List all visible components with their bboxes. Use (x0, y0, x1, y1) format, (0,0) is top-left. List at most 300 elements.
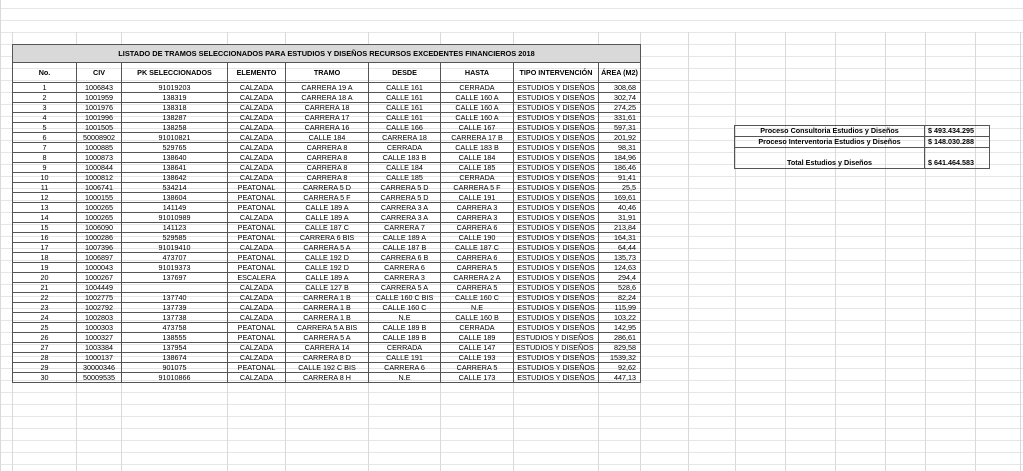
cell-no[interactable]: 7 (13, 143, 77, 153)
table-row (13, 303, 641, 313)
cell-tramo[interactable]: CALLE 189 A (286, 213, 369, 223)
header-elemento[interactable]: ELEMENTO (228, 63, 286, 83)
cell-no[interactable]: 20 (13, 273, 77, 283)
cell-hasta[interactable]: CALLE 189 (441, 333, 514, 343)
cell-pk[interactable]: 529585 (122, 233, 228, 243)
cell-area[interactable]: 1539,32 (599, 353, 641, 363)
total-label[interactable]: Total Estudios y Diseños (735, 158, 925, 169)
cell-pk[interactable]: 529765 (122, 143, 228, 153)
cell-tipo[interactable]: ESTUDIOS Y DISEÑOS (514, 323, 599, 333)
cell-area[interactable]: 169,61 (599, 193, 641, 203)
cell-hasta[interactable]: CARRERA 3 (441, 213, 514, 223)
cell-hasta[interactable]: CALLE 193 (441, 353, 514, 363)
cell-area[interactable]: 164,31 (599, 233, 641, 243)
cell-tramo[interactable]: CARRERA 5 A BIS (286, 323, 369, 333)
header-pk[interactable]: PK SELECCIONADOS (122, 63, 228, 83)
cell-no[interactable]: 12 (13, 193, 77, 203)
cell-elemento[interactable]: CALZADA (228, 133, 286, 143)
cell-elemento[interactable]: CALZADA (228, 143, 286, 153)
cell-desde[interactable]: CALLE 187 B (369, 243, 441, 253)
table-row (13, 313, 641, 323)
table-row (13, 243, 641, 253)
cell-area[interactable]: 331,61 (599, 113, 641, 123)
cell-no[interactable]: 21 (13, 283, 77, 293)
cell-pk[interactable]: 534214 (122, 183, 228, 193)
cell-elemento[interactable]: CALZADA (228, 83, 286, 93)
cell-civ[interactable]: 1000265 (77, 203, 122, 213)
cell-civ[interactable]: 1000873 (77, 153, 122, 163)
cell-desde[interactable]: N.E (369, 373, 441, 383)
cell-no[interactable]: 25 (13, 323, 77, 333)
cell-pk[interactable]: 138604 (122, 193, 228, 203)
cell-no[interactable]: 22 (13, 293, 77, 303)
cell-elemento[interactable]: CALZADA (228, 153, 286, 163)
cell-no[interactable]: 23 (13, 303, 77, 313)
interventoria-value[interactable]: $ 148.030.288 (925, 137, 990, 148)
cell-hasta[interactable]: CALLE 191 (441, 193, 514, 203)
cell-area[interactable]: 597,31 (599, 123, 641, 133)
cell-civ[interactable]: 1006741 (77, 183, 122, 193)
cell-area[interactable]: 82,24 (599, 293, 641, 303)
cell-pk[interactable]: 137697 (122, 273, 228, 283)
cell-area[interactable]: 92,62 (599, 363, 641, 373)
cell-desde[interactable]: CALLE 161 (369, 93, 441, 103)
cell-elemento[interactable]: CALZADA (228, 343, 286, 353)
cell-tramo[interactable]: CARRERA 14 (286, 343, 369, 353)
cell-area[interactable]: 25,5 (599, 183, 641, 193)
table-row (13, 363, 641, 373)
empty-cell[interactable] (925, 148, 990, 159)
cell-civ[interactable]: 1000885 (77, 143, 122, 153)
cell-civ[interactable]: 1000844 (77, 163, 122, 173)
cell-tramo[interactable]: CALLE 127 B (286, 283, 369, 293)
cell-tramo[interactable]: CARRERA 8 (286, 173, 369, 183)
cell-desde[interactable]: CALLE 166 (369, 123, 441, 133)
cell-civ[interactable]: 50008902 (77, 133, 122, 143)
cell-area[interactable]: 103,22 (599, 313, 641, 323)
cell-hasta[interactable]: CERRADA (441, 83, 514, 93)
cell-desde[interactable]: CALLE 160 C BIS (369, 293, 441, 303)
cell-tipo[interactable]: ESTUDIOS Y DISEÑOS (514, 223, 599, 233)
total-value[interactable]: $ 641.464.583 (925, 158, 990, 169)
cell-area[interactable]: 447,13 (599, 373, 641, 383)
cell-area[interactable]: 98,31 (599, 143, 641, 153)
cell-pk[interactable]: 91019203 (122, 83, 228, 93)
cell-no[interactable]: 13 (13, 203, 77, 213)
cell-no[interactable]: 6 (13, 133, 77, 143)
cell-civ[interactable]: 1000303 (77, 323, 122, 333)
cell-no[interactable]: 5 (13, 123, 77, 133)
cell-no[interactable]: 3 (13, 103, 77, 113)
consultoria-label[interactable]: Proceso Consultoria Estudios y Diseños (735, 126, 925, 137)
header-no[interactable]: No. (13, 63, 77, 83)
cell-civ[interactable]: 1001959 (77, 93, 122, 103)
cell-hasta[interactable]: CALLE 184 (441, 153, 514, 163)
cell-elemento[interactable]: CALZADA (228, 373, 286, 383)
cell-hasta[interactable]: CALLE 160 A (441, 113, 514, 123)
cell-desde[interactable]: CALLE 185 (369, 173, 441, 183)
cell-tipo[interactable]: ESTUDIOS Y DISEÑOS (514, 93, 599, 103)
cell-hasta[interactable]: CARRERA 6 (441, 223, 514, 233)
cell-tipo[interactable]: ESTUDIOS Y DISEÑOS (514, 173, 599, 183)
summary-row-interventoria (735, 137, 990, 148)
cell-no[interactable]: 18 (13, 253, 77, 263)
cell-tipo[interactable]: ESTUDIOS Y DISEÑOS (514, 343, 599, 353)
cell-elemento[interactable]: CALZADA (228, 353, 286, 363)
cell-elemento[interactable]: PEATONAL (228, 363, 286, 373)
cell-hasta[interactable]: CALLE 160 A (441, 103, 514, 113)
cell-pk[interactable]: 91010821 (122, 133, 228, 143)
cell-hasta[interactable]: CALLE 190 (441, 233, 514, 243)
cell-desde[interactable]: CERRADA (369, 343, 441, 353)
header-civ[interactable]: CIV (77, 63, 122, 83)
cell-area[interactable]: 91,41 (599, 173, 641, 183)
cell-elemento[interactable]: CALZADA (228, 293, 286, 303)
cell-desde[interactable]: CALLE 161 (369, 113, 441, 123)
cell-pk[interactable]: 137954 (122, 343, 228, 353)
cell-tipo[interactable]: ESTUDIOS Y DISEÑOS (514, 263, 599, 273)
cell-desde[interactable]: CARRERA 5 D (369, 183, 441, 193)
cell-civ[interactable]: 1000265 (77, 213, 122, 223)
cell-area[interactable]: 142,95 (599, 323, 641, 333)
cell-tramo[interactable]: CARRERA 1 B (286, 303, 369, 313)
cell-tramo[interactable]: CARRERA 5 F (286, 193, 369, 203)
cell-pk[interactable]: 138640 (122, 153, 228, 163)
interventoria-label[interactable]: Proceso Interventoria Estudios y Diseños (735, 137, 925, 148)
cell-desde[interactable]: CARRERA 6 (369, 263, 441, 273)
cell-pk[interactable]: 138641 (122, 163, 228, 173)
cell-no[interactable]: 19 (13, 263, 77, 273)
cell-tramo[interactable]: CARRERA 18 (286, 103, 369, 113)
header-tipo[interactable]: TIPO INTERVENCIÓN (514, 63, 599, 83)
cell-desde[interactable]: CARRERA 18 (369, 133, 441, 143)
table-row (13, 273, 641, 283)
cell-hasta[interactable]: CERRADA (441, 173, 514, 183)
cell-tipo[interactable]: ESTUDIOS Y DISEÑOS (514, 373, 599, 383)
cell-pk[interactable]: 91019410 (122, 243, 228, 253)
table-row (13, 143, 641, 153)
cell-civ[interactable]: 1000286 (77, 233, 122, 243)
cell-tipo[interactable]: ESTUDIOS Y DISEÑOS (514, 363, 599, 373)
cell-tramo[interactable]: CARRERA 6 BIS (286, 233, 369, 243)
cell-tipo[interactable]: ESTUDIOS Y DISEÑOS (514, 293, 599, 303)
cell-hasta[interactable]: CALLE 187 C (441, 243, 514, 253)
cell-hasta[interactable]: N.E (441, 303, 514, 313)
table-header-row (13, 63, 641, 83)
cell-tipo[interactable]: ESTUDIOS Y DISEÑOS (514, 143, 599, 153)
cell-no[interactable]: 27 (13, 343, 77, 353)
cell-desde[interactable]: CARRERA 3 A (369, 203, 441, 213)
cell-elemento[interactable]: PEATONAL (228, 263, 286, 273)
cell-no[interactable]: 17 (13, 243, 77, 253)
cell-tramo[interactable]: CARRERA 16 (286, 123, 369, 133)
cell-area[interactable]: 302,74 (599, 93, 641, 103)
cell-elemento[interactable]: PEATONAL (228, 183, 286, 193)
cell-elemento[interactable]: CALZADA (228, 213, 286, 223)
cell-tramo[interactable]: CALLE 192 C BIS (286, 363, 369, 373)
cell-civ[interactable]: 1000137 (77, 353, 122, 363)
cell-pk[interactable]: 138318 (122, 103, 228, 113)
cell-civ[interactable]: 1002775 (77, 293, 122, 303)
cell-tramo[interactable]: CARRERA 8 (286, 163, 369, 173)
cell-area[interactable]: 528,6 (599, 283, 641, 293)
cell-no[interactable]: 30 (13, 373, 77, 383)
cell-pk[interactable]: 138642 (122, 173, 228, 183)
cell-tipo[interactable]: ESTUDIOS Y DISEÑOS (514, 273, 599, 283)
cell-desde[interactable]: N.E (369, 313, 441, 323)
cell-tipo[interactable]: ESTUDIOS Y DISEÑOS (514, 253, 599, 263)
cell-elemento[interactable]: ESCALERA (228, 273, 286, 283)
cell-area[interactable]: 31,91 (599, 213, 641, 223)
cell-no[interactable]: 26 (13, 333, 77, 343)
cell-no[interactable]: 4 (13, 113, 77, 123)
cell-no[interactable]: 11 (13, 183, 77, 193)
cell-no[interactable]: 29 (13, 363, 77, 373)
cell-desde[interactable]: CALLE 189 B (369, 333, 441, 343)
cell-desde[interactable]: CARRERA 6 B (369, 253, 441, 263)
cell-desde[interactable]: CALLE 189 A (369, 233, 441, 243)
grid-line (735, 32, 736, 471)
cell-civ[interactable]: 1002803 (77, 313, 122, 323)
cell-desde[interactable]: CALLE 191 (369, 353, 441, 363)
cell-no[interactable]: 28 (13, 353, 77, 363)
cell-tramo[interactable]: CARRERA 8 (286, 153, 369, 163)
cell-elemento[interactable]: CALZADA (228, 123, 286, 133)
cell-pk[interactable]: 137738 (122, 313, 228, 323)
cell-hasta[interactable]: CARRERA 6 (441, 253, 514, 263)
cell-hasta[interactable]: CARRERA 5 (441, 283, 514, 293)
cell-tramo[interactable]: CARRERA 1 B (286, 293, 369, 303)
cell-elemento[interactable]: PEATONAL (228, 233, 286, 243)
cell-civ[interactable]: 1002792 (77, 303, 122, 313)
cell-no[interactable]: 8 (13, 153, 77, 163)
cell-pk[interactable]: 141149 (122, 203, 228, 213)
cell-area[interactable]: 64,44 (599, 243, 641, 253)
cell-tramo[interactable]: CARRERA 18 A (286, 93, 369, 103)
cell-tipo[interactable]: ESTUDIOS Y DISEÑOS (514, 243, 599, 253)
header-hasta[interactable]: HASTA (441, 63, 514, 83)
cell-civ[interactable]: 1004449 (77, 283, 122, 293)
cell-desde[interactable]: CARRERA 3 (369, 273, 441, 283)
cell-pk[interactable]: 473758 (122, 323, 228, 333)
cell-area[interactable]: 286,61 (599, 333, 641, 343)
cell-pk[interactable]: 138674 (122, 353, 228, 363)
cell-area[interactable]: 135,73 (599, 253, 641, 263)
cell-hasta[interactable]: CARRERA 5 (441, 363, 514, 373)
cell-hasta[interactable]: CARRERA 3 (441, 203, 514, 213)
cell-area[interactable]: 213,84 (599, 223, 641, 233)
cell-desde[interactable]: CERRADA (369, 143, 441, 153)
cell-no[interactable]: 1 (13, 83, 77, 93)
cell-no[interactable]: 14 (13, 213, 77, 223)
cell-elemento[interactable]: PEATONAL (228, 193, 286, 203)
cell-desde[interactable]: CARRERA 6 (369, 363, 441, 373)
cell-tramo[interactable]: CARRERA 5 D (286, 183, 369, 193)
cell-desde[interactable]: CARRERA 5 A (369, 283, 441, 293)
cell-desde[interactable]: CALLE 161 (369, 103, 441, 113)
cell-tipo[interactable]: ESTUDIOS Y DISEÑOS (514, 333, 599, 343)
cell-civ[interactable]: 50009535 (77, 373, 122, 383)
cell-civ[interactable]: 1001976 (77, 103, 122, 113)
cell-civ[interactable]: 1001996 (77, 113, 122, 123)
cell-tramo[interactable]: CARRERA 5 A (286, 333, 369, 343)
cell-desde[interactable]: CARRERA 3 A (369, 213, 441, 223)
cell-hasta[interactable]: CALLE 183 B (441, 143, 514, 153)
cell-tipo[interactable]: ESTUDIOS Y DISEÑOS (514, 313, 599, 323)
cell-elemento[interactable]: PEATONAL (228, 333, 286, 343)
cell-tipo[interactable]: ESTUDIOS Y DISEÑOS (514, 303, 599, 313)
table-row (13, 323, 641, 333)
cell-civ[interactable]: 1007396 (77, 243, 122, 253)
cell-elemento[interactable]: CALZADA (228, 113, 286, 123)
cell-pk[interactable]: 138555 (122, 333, 228, 343)
cell-civ[interactable]: 1003384 (77, 343, 122, 353)
cell-tramo[interactable]: CARRERA 8 (286, 143, 369, 153)
cell-hasta[interactable]: CARRERA 17 B (441, 133, 514, 143)
cell-desde[interactable]: CARRERA 5 D (369, 193, 441, 203)
cell-civ[interactable]: 1000812 (77, 173, 122, 183)
cell-pk[interactable]: 473707 (122, 253, 228, 263)
cell-civ[interactable]: 1000043 (77, 263, 122, 273)
empty-cell[interactable] (735, 148, 925, 159)
cell-elemento[interactable]: CALZADA (228, 243, 286, 253)
cell-tipo[interactable]: ESTUDIOS Y DISEÑOS (514, 353, 599, 363)
cell-tipo[interactable]: ESTUDIOS Y DISEÑOS (514, 103, 599, 113)
cell-pk[interactable] (122, 283, 228, 293)
cell-tramo[interactable]: CALLE 189 A (286, 273, 369, 283)
cell-pk[interactable]: 91010989 (122, 213, 228, 223)
cell-tipo[interactable]: ESTUDIOS Y DISEÑOS (514, 113, 599, 123)
header-tramo[interactable]: TRAMO (286, 63, 369, 83)
cell-no[interactable]: 2 (13, 93, 77, 103)
cell-tramo[interactable]: CALLE 192 D (286, 253, 369, 263)
cell-area[interactable]: 186,46 (599, 163, 641, 173)
table-row (13, 293, 641, 303)
cell-no[interactable]: 9 (13, 163, 77, 173)
cell-no[interactable]: 15 (13, 223, 77, 233)
cell-tramo[interactable]: CALLE 192 D (286, 263, 369, 273)
cell-area[interactable]: 184,96 (599, 153, 641, 163)
header-area[interactable]: ÁREA (M2) (599, 63, 641, 83)
cell-tipo[interactable]: ESTUDIOS Y DISEÑOS (514, 283, 599, 293)
cell-elemento[interactable]: PEATONAL (228, 253, 286, 263)
cell-pk[interactable]: 901075 (122, 363, 228, 373)
cell-desde[interactable]: CALLE 161 (369, 83, 441, 93)
cell-elemento[interactable]: CALZADA (228, 283, 286, 293)
header-desde[interactable]: DESDE (369, 63, 441, 83)
cell-pk[interactable]: 138287 (122, 113, 228, 123)
cell-desde[interactable]: CALLE 184 (369, 163, 441, 173)
cell-no[interactable]: 24 (13, 313, 77, 323)
cell-tipo[interactable]: ESTUDIOS Y DISEÑOS (514, 183, 599, 193)
cell-tipo[interactable]: ESTUDIOS Y DISEÑOS (514, 163, 599, 173)
cell-tipo[interactable]: ESTUDIOS Y DISEÑOS (514, 203, 599, 213)
cell-pk[interactable]: 138319 (122, 93, 228, 103)
cell-elemento[interactable]: CALZADA (228, 303, 286, 313)
cell-area[interactable]: 308,68 (599, 83, 641, 93)
cell-pk[interactable]: 137739 (122, 303, 228, 313)
cell-tipo[interactable]: ESTUDIOS Y DISEÑOS (514, 123, 599, 133)
cell-civ[interactable]: 1001505 (77, 123, 122, 133)
cell-hasta[interactable]: CALLE 160 C (441, 293, 514, 303)
cell-elemento[interactable]: CALZADA (228, 103, 286, 113)
cell-tipo[interactable]: ESTUDIOS Y DISEÑOS (514, 193, 599, 203)
cell-tramo[interactable]: CALLE 187 C (286, 223, 369, 233)
cell-hasta[interactable]: CARRERA 5 (441, 263, 514, 273)
cell-tipo[interactable]: ESTUDIOS Y DISEÑOS (514, 83, 599, 93)
cell-elemento[interactable]: CALZADA (228, 173, 286, 183)
cell-desde[interactable]: CALLE 160 C (369, 303, 441, 313)
cell-hasta[interactable]: CERRADA (441, 323, 514, 333)
cell-elemento[interactable]: PEATONAL (228, 223, 286, 233)
table-row (13, 223, 641, 233)
cell-pk[interactable]: 137740 (122, 293, 228, 303)
cell-tramo[interactable]: CALLE 189 A (286, 203, 369, 213)
cell-desde[interactable]: CALLE 183 B (369, 153, 441, 163)
cell-civ[interactable]: 1000155 (77, 193, 122, 203)
cell-tipo[interactable]: ESTUDIOS Y DISEÑOS (514, 213, 599, 223)
cell-elemento[interactable]: CALZADA (228, 163, 286, 173)
cell-hasta[interactable]: CALLE 185 (441, 163, 514, 173)
cell-civ[interactable]: 1000267 (77, 273, 122, 283)
cell-hasta[interactable]: CARRERA 2 A (441, 273, 514, 283)
cell-elemento[interactable]: CALZADA (228, 93, 286, 103)
cell-desde[interactable]: CALLE 189 B (369, 323, 441, 333)
cell-area[interactable]: 124,63 (599, 263, 641, 273)
cell-tramo[interactable]: CALLE 184 (286, 133, 369, 143)
cell-no[interactable]: 10 (13, 173, 77, 183)
cell-area[interactable]: 115,99 (599, 303, 641, 313)
cell-tramo[interactable]: CARRERA 19 A (286, 83, 369, 93)
cell-tipo[interactable]: ESTUDIOS Y DISEÑOS (514, 233, 599, 243)
cell-elemento[interactable]: CALZADA (228, 313, 286, 323)
cell-hasta[interactable]: CALLE 160 B (441, 313, 514, 323)
cell-area[interactable]: 274,25 (599, 103, 641, 113)
cell-pk[interactable]: 91010866 (122, 373, 228, 383)
cell-area[interactable]: 40,46 (599, 203, 641, 213)
cell-pk[interactable]: 138258 (122, 123, 228, 133)
cell-area[interactable]: 201,92 (599, 133, 641, 143)
cell-hasta[interactable]: CARRERA 5 F (441, 183, 514, 193)
cell-tramo[interactable]: CARRERA 8 D (286, 353, 369, 363)
cell-no[interactable]: 16 (13, 233, 77, 243)
cell-civ[interactable]: 1000327 (77, 333, 122, 343)
grid-line (885, 32, 886, 471)
cell-pk[interactable]: 141123 (122, 223, 228, 233)
cell-civ[interactable]: 1006090 (77, 223, 122, 233)
cell-tramo[interactable]: CARRERA 5 A (286, 243, 369, 253)
cell-elemento[interactable]: PEATONAL (228, 203, 286, 213)
cell-pk[interactable]: 91019373 (122, 263, 228, 273)
cell-hasta[interactable]: CALLE 173 (441, 373, 514, 383)
cell-tipo[interactable]: ESTUDIOS Y DISEÑOS (514, 153, 599, 163)
cell-elemento[interactable]: PEATONAL (228, 323, 286, 333)
cell-civ[interactable]: 1006843 (77, 83, 122, 93)
cell-civ[interactable]: 1006897 (77, 253, 122, 263)
cell-hasta[interactable]: CALLE 167 (441, 123, 514, 133)
cell-hasta[interactable]: CALLE 147 (441, 343, 514, 353)
cell-area[interactable]: 294,4 (599, 273, 641, 283)
cell-tipo[interactable]: ESTUDIOS Y DISEÑOS (514, 133, 599, 143)
cell-area[interactable]: 829,58 (599, 343, 641, 353)
cell-tramo[interactable]: CARRERA 1 B (286, 313, 369, 323)
cell-tramo[interactable]: CARRERA 17 (286, 113, 369, 123)
cell-tramo[interactable]: CARRERA 8 H (286, 373, 369, 383)
cell-civ[interactable]: 30000346 (77, 363, 122, 373)
cell-hasta[interactable]: CALLE 160 A (441, 93, 514, 103)
consultoria-value[interactable]: $ 493.434.295 (925, 126, 990, 137)
cell-desde[interactable]: CARRERA 7 (369, 223, 441, 233)
